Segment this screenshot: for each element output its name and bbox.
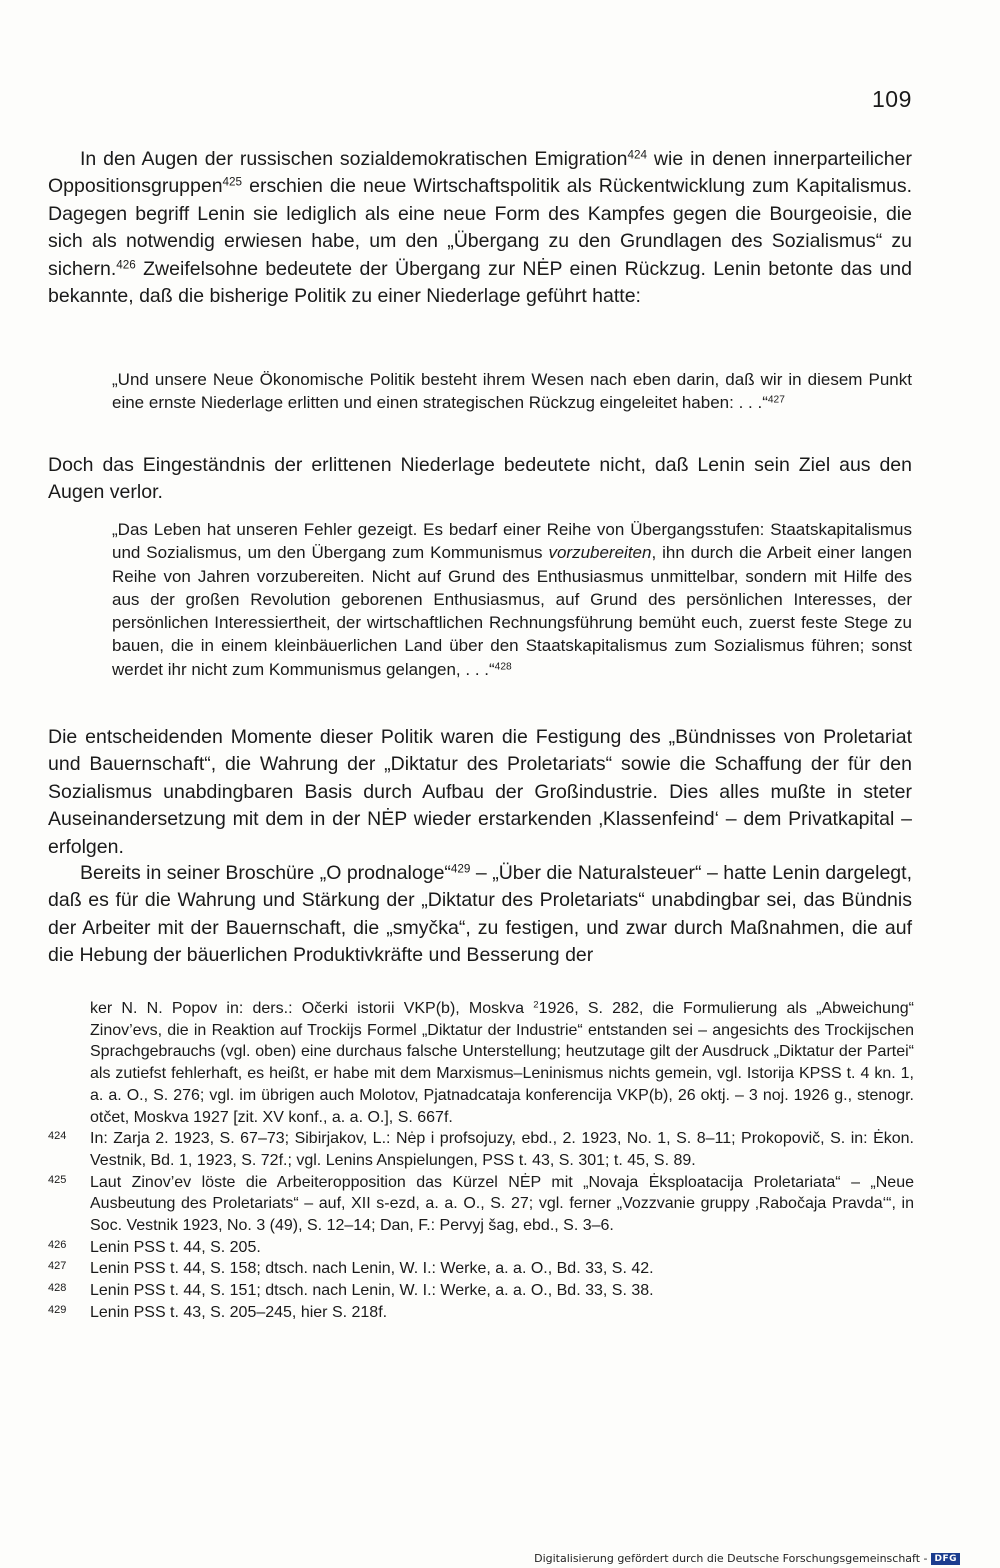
footnote-ref-425[interactable]: 425 (222, 175, 243, 189)
footnote-number: 424 (48, 1130, 67, 1143)
paragraph-1 (48, 146, 912, 310)
footnote-continuation-text-b: 1926, S. 282, die Formulierung als „Abweichung“ Zinov’evs, die in Reaktion auf Trockijs Formel „Diktatur der Industrie“ entstanden sei – angesichts des Trockijschen Sprachgebrauchs (vgl. oben) eine durchaus falsche Unterstellung; heutzutage gilt der Ausdruck „Diktatur der Partei“ als zutiefst fehlerhaft, es heißt, er habe mit dem Marxismus–Leninismus nichts gemein, vgl. Istorija KPSS t. 4 kn. 1, a. a. O., S. 276; vgl. im übrigen auch Molotov, Pjatnadcataja konferencija VKP(b), 26 oktj. – 3 noj. 1926 g., stenogr. otčet, Moskva 1927 [zit. XV konf., a. a. O.], S. 667f. (90, 1000, 914, 1126)
blockquote-1-text: „Und unsere Neue Ökonomische Politik besteht ihrem Wesen nach eben darin, daß wir in diesem Punkt eine ernste Niederlage erlitten und einen strategischen Rückzug eingeleitet haben: . . .“ (112, 370, 912, 413)
footnotes (48, 998, 914, 1324)
footnote-number: 427 (48, 1260, 67, 1273)
digitization-credit (534, 1552, 960, 1565)
blockquote-2-text-b: , ihn durch die Arbeit einer langen Reihe von Jahren vorzubereiten. Nicht auf Grund des Enthusiasmus unmittelbar, sondern mit Hilfe des aus der großen Revolution geborenen Enthusiasmus, auf Grund des persönlichen Interesses, der persönlichen Interessiertheit, der wirtschaftlichen Rechnungsführung bemüht euch, zuerst feste Stege zu bauen, die in einem kleinbäuerlichen Land über den Staatskapitalismus zum Sozialismus führen; sonst werdet ihr nicht zum Kommunismus gelangen, . . .“ (112, 543, 912, 679)
paragraph-4-text-b: – „Über die Naturalsteuer“ – hatte Lenin dargelegt, daß es für die Wahrung und Stärkung der „Diktatur des Proletariats“ unabdingbar sei, das Bündnis der Arbeiter mit der Bauernschaft, die „smyčka“, zu festigen, und zwar durch Maßnahmen, die auf die Hebung der bäuerlichen Produktivkräfte und Besserung der (48, 862, 912, 967)
paragraph-4 (48, 860, 912, 970)
footnote-424 (48, 1128, 914, 1171)
footnote-number: 428 (48, 1282, 67, 1295)
footnote-ref-424[interactable]: 424 (627, 148, 648, 162)
footnote-428 (48, 1280, 914, 1302)
footnote-427 (48, 1258, 914, 1280)
footnote-continuation (48, 998, 914, 1128)
footnote-text: Lenin PSS t. 44, S. 205. (90, 1238, 261, 1256)
footnote-text: Lenin PSS t. 43, S. 205–245, hier S. 218f. (90, 1303, 388, 1321)
footnote-number: 429 (48, 1303, 67, 1316)
credit-text: Digitalisierung gefördert durch die Deutsche Forschungsgemeinschaft - (534, 1552, 928, 1565)
blockquote-2-emphasis: vorzubereiten (548, 543, 652, 563)
footnote-ref-428[interactable]: 428 (494, 661, 512, 673)
paragraph-1-text-d: Zweifelsohne bedeutete der Übergang zur NĖP einen Rückzug. Lenin betonte das und bekannte, daß die bisherige Politik zu einer Niederlage geführt hatte: (48, 257, 912, 308)
footnote-number: 426 (48, 1238, 67, 1251)
footnote-continuation-text-a: ker N. N. Popov in: ders.: Očerki istorii VKP(b), Moskva (90, 1000, 534, 1017)
page-number: 109 (872, 86, 912, 112)
footnote-number: 425 (48, 1173, 67, 1186)
footnote-text: In: Zarja 2. 1923, S. 67–73; Sibirjakov, L.: Nėp i profsojuzy, ebd., 2. 1923, No. 1, S. 8–11; Prokopovič, S. in: Ėkon. Vestnik, Bd. 1, 1923, S. 72f.; vgl. Lenins Anspielungen, PSS t. 43, S. 301; t. 45, S. 89. (90, 1130, 914, 1169)
footnote-ref-429[interactable]: 429 (450, 862, 471, 876)
footnote-425 (48, 1172, 914, 1237)
footnote-ref-426[interactable]: 426 (116, 258, 136, 272)
paragraph-1-text-a: In den Augen der russischen sozialdemokratischen Emigration (80, 148, 628, 170)
footnote-429 (48, 1302, 914, 1324)
blockquote-1 (112, 368, 912, 415)
paragraph-3: Die entscheidenden Momente dieser Politik waren die Festigung des „Bündnisses von Proletariat und Bauernschaft“, die Wahrung der „Diktatur des Proletariats“ sowie die Schaffung der für den Sozialismus unabdingbaren Basis durch Aufbau der Großindustrie. Dies alles mußte in steter Auseinandersetzung mit dem in der NĖP wieder erstarkenden ‚Klassenfeind‘ – dem Privatkapital – erfolgen. (48, 726, 912, 858)
paragraph-2: Doch das Eingeständnis der erlittenen Niederlage bedeutete nicht, daß Lenin sein Ziel aus den Augen verlor. (48, 454, 912, 504)
dfg-logo-icon: DFG (931, 1553, 960, 1565)
footnote-426 (48, 1237, 914, 1259)
blockquote-2 (112, 518, 912, 681)
blockquote-2-text-a: „Das Leben hat unseren Fehler gezeigt. Es bedarf einer Reihe von Übergangsstufen: Staatskapitalismus und Sozialismus, um den Übergang zum Kommunismus (112, 520, 912, 563)
footnote-text: Lenin PSS t. 44, S. 158; dtsch. nach Lenin, W. I.: Werke, a. a. O., Bd. 33, S. 42. (90, 1260, 654, 1278)
paragraph-1-text-c: erschien die neue Wirtschaftspolitik als Rückentwicklung zum Kapitalismus. Dagegen begriff Lenin sie lediglich als eine neue Form des Kampfes gegen die Bourgeoisie, die sich als notwendig erwiesen habe, um den „Übergang zu den Grundlagen des Sozialismus“ zu sichern. (48, 175, 912, 280)
footnote-text: Lenin PSS t. 44, S. 151; dtsch. nach Lenin, W. I.: Werke, a. a. O., Bd. 33, S. 38. (90, 1282, 654, 1300)
paragraph-1-text-b: wie in denen innerparteilicher Oppositionsgruppen (48, 148, 912, 198)
paragraph-4-text-a: Bereits in seiner Broschüre „O prodnaloge“ (80, 862, 451, 884)
footnote-text: Laut Zinov’ev löste die Arbeiteropposition das Kürzel NĖP mit „Novaja Ėksploatacija Proletariata“ – „Neue Ausbeutung des Proletariats“ – auf, XII s-ezd, a. a. O., S. 27; vgl. ferner „Vozzvanie gruppy ‚Rabočaja Pravda‘“, in Soc. Vestnik 1923, No. 3 (49), S. 12–14; Dan, F.: Pervyj šag, ebd., S. 3–6. (90, 1173, 914, 1235)
edition-superscript: 2 (533, 999, 539, 1011)
footnote-ref-427[interactable]: 427 (767, 394, 785, 406)
